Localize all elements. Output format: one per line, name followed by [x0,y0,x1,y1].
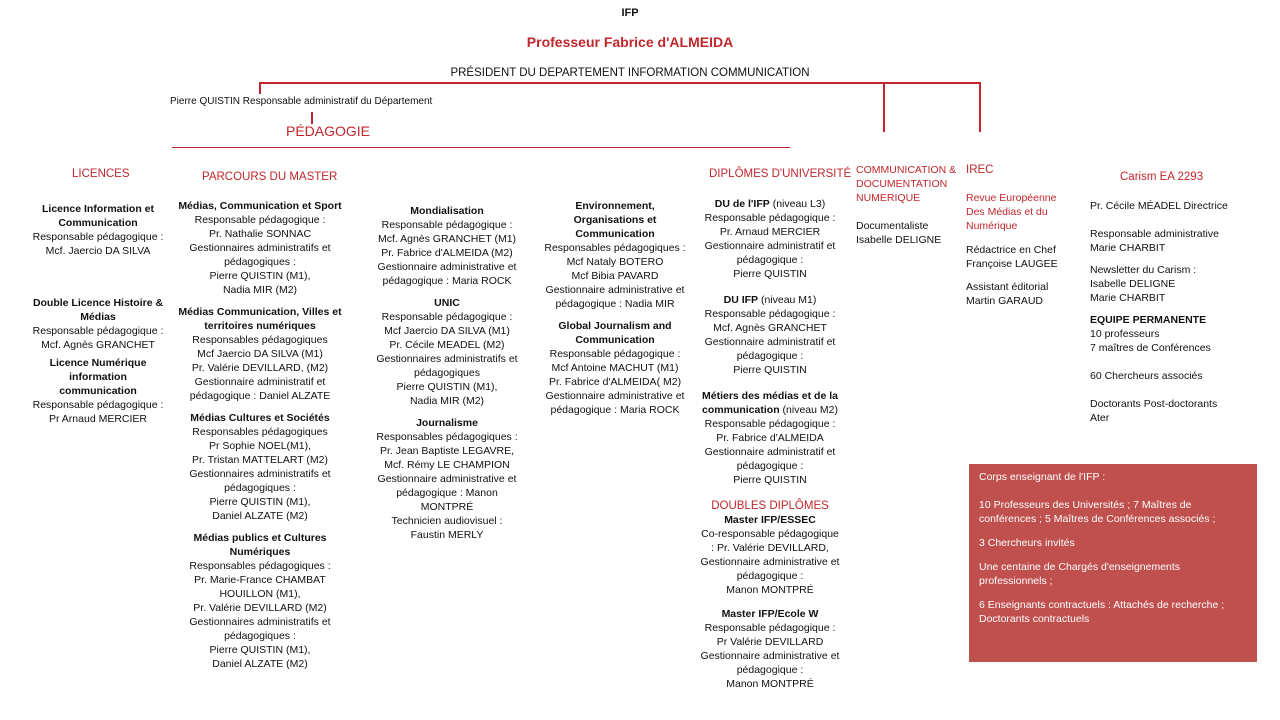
carism-line: Marie CHARBIT [1090,292,1166,304]
org-name: IFP [621,7,639,19]
master-line: Mcf Jaercio DA SILVA (M1) [384,325,510,337]
pedagogie-title: PÉDAGOGIE [286,123,371,139]
carism-line: Newsletter du Carism : [1090,264,1197,276]
carism-column [1090,199,1240,425]
master-line: Responsable pédagogique : [381,219,513,231]
du-column [700,197,840,691]
master-heading: Mondialisation [410,205,484,217]
hierarchy-line-irec [979,82,981,132]
equipe-line: 7 maîtres de Conférences [1090,342,1211,354]
licence-heading: Licence Information et Communication [41,203,155,229]
master-line: Mcf Nataly BOTERO [566,256,664,268]
du-line: Responsable pédagogique : [704,418,836,430]
master-column-2 [372,204,522,542]
irec-title: IREC [966,164,994,176]
master-line: Responsables pédagogiques : [376,431,518,443]
master-line: Pr. Fabrice d'ALMEIDA (M2) [381,247,513,259]
du-line: Pierre QUISTIN [733,268,807,280]
carism-line: Marie CHARBIT [1090,242,1166,254]
master-heading: Médias, Communication et Sport [178,200,342,212]
master-line: Pr. Valérie DEVILLARD (M2) [193,602,327,614]
equipe-line: 10 professeurs [1090,328,1160,340]
master-line: Responsable pédagogique : [194,214,326,226]
irec-line: Françoise LAUGEE [966,258,1058,270]
du-line: Responsable pédagogique : [704,308,836,320]
master-line: Gestionnaires administratifs et pédagogiques : [189,616,331,642]
du-line: Pr. Arnaud MERCIER [719,226,821,238]
pedagogie-line [172,147,790,148]
master-heading: Médias Communication, Villes et territoires numériques [178,306,342,332]
master-line: Gestionnaire administratif et pédagogique : Daniel ALZATE [189,376,331,402]
licence-line: Responsable pédagogique : [32,399,164,411]
master-line: Responsable pédagogique : [549,348,681,360]
master-line: Gestionnaire administrative et pédagogique : Maria ROCK [545,390,685,416]
master-line: Gestionnaires administratifs et pédagogiques : [189,242,331,268]
carism-line: Pr. Cécile MÉADEL Directrice [1090,200,1228,212]
master-line: Pierre QUISTIN (M1), [396,381,498,393]
master-line: Mcf Bibia PAVARD [571,270,659,282]
du-title: DIPLÔMES D'UNIVERSITÉ [709,168,852,180]
licence-line: Mcf. Jaercio DA SILVA [45,245,151,257]
master-line: Nadia MIR (M2) [222,284,298,296]
master-column-1 [172,199,348,671]
master-line: Responsables pédagogiques : [189,560,331,572]
carism-line: Responsable administrative [1090,228,1219,240]
irec-revue: Revue Européenne Des Médias et du Numérique [966,192,1057,232]
doubles-line: Gestionnaire administrative et pédagogique : [700,556,840,582]
du-line: Gestionnaire administratif et pédagogique : [704,336,836,362]
du-line: Pr. Fabrice d'ALMEIDA [716,432,824,444]
corps-enseignant-box [969,464,1257,662]
carism-line: Isabelle DELIGNE [1090,278,1176,290]
doubles-line: Gestionnaire administrative et pédagogique : [700,650,840,676]
licence-line: Responsable pédagogique : [32,325,164,337]
master-column-3 [544,199,686,417]
master-heading: Médias publics et Cultures Numériques [193,532,327,558]
hierarchy-line-com [883,82,885,132]
du-line: Responsable pédagogique : [704,212,836,224]
box-item: 6 Enseignants contractuels : Attachés de recherche ; Doctorants contractuels [979,599,1225,625]
master-line: Pr. Tristan MATTELART (M2) [192,454,328,466]
doubles-line: Manon MONTPRÉ [726,678,814,690]
licences-column [30,202,166,426]
master-line: Nadia MIR (M2) [409,395,485,407]
master-heading: Médias Cultures et Sociétés [190,412,330,424]
doubles-heading: Master IFP/ESSEC [724,514,816,526]
box-title: Corps enseignant de l'IFP : [979,471,1106,483]
du-line: Pierre QUISTIN [733,364,807,376]
master-line: Gestionnaire administrative et pédagogique : Maria ROCK [377,261,517,287]
du-level: (niveau L3) [769,198,826,210]
du-line: Gestionnaire administratif et pédagogique : [704,240,836,266]
du-heading: DU de l'IFP [714,198,770,210]
master-line: Responsables pédagogiques [192,426,328,438]
master-line: Responsable pédagogique : [381,311,513,323]
doubles-line: Manon MONTPRÉ [726,584,814,596]
master-heading: Environnement, Organisations et Communication [573,200,657,240]
doubles-line: Co-responsable pédagogique : Pr. Valérie DEVILLARD, [701,528,839,554]
master-line: Pr Sophie NOEL(M1), [208,440,312,452]
doubles-line: Responsable pédagogique : [704,622,836,634]
master-heading: Global Journalism and Communication [558,320,672,346]
master-line: Pr. Jean Baptiste LEGAVRE, [379,445,515,457]
master-line: Pr. Valérie DEVILLARD, (M2) [191,362,329,374]
du-line: Pierre QUISTIN [733,474,807,486]
master-line: Daniel ALZATE (M2) [212,510,308,522]
master-line: Pr. Fabrice d'ALMEIDA( M2) [548,376,682,388]
master-line: Mcf Antoine MACHUT (M1) [551,362,679,374]
president-name: Professeur Fabrice d'ALMEIDA [526,34,734,50]
box-item: 10 Professeurs des Universités ; 7 Maîtres de conférences ; 5 Maîtres de Conférences associés ; [979,499,1216,525]
comdoc-column [856,163,960,247]
du-heading: DU IFP [723,294,759,306]
master-heading: Journalisme [416,417,478,429]
du-level: (niveau M2) [779,404,838,416]
equipe-line: 60 Chercheurs associés [1090,370,1203,382]
licence-heading: Licence Numérique information communication [49,357,147,397]
box-item: Une centaine de Chargés d'enseignements professionnels ; [979,561,1181,587]
master-line: Responsables pédagogiques [192,334,328,346]
licence-heading: Double Licence Histoire & Médias [32,297,164,323]
du-line: Gestionnaire administratif et pédagogique : [704,446,836,472]
master-line: Pr. Marie-France CHAMBAT HOUILLON (M1), [194,574,326,600]
master-line: Daniel ALZATE (M2) [212,658,308,670]
master-line: Technicien audiovisuel : [391,515,503,527]
master-line: Mcf Jaercio DA SILVA (M1) [197,348,323,360]
du-heading: Métiers des médias et de la communication [702,390,838,416]
master-line: Pr. Nathalie SONNAC [208,228,312,240]
du-level: (niveau M1) [758,294,817,306]
irec-line: Assistant éditorial [966,281,1049,293]
licence-line: Pr Arnaud MERCIER [48,413,148,425]
licence-line: Responsable pédagogique : [32,231,164,243]
master-line: Mcf. Rémy LE CHAMPION [384,459,510,471]
master-line: Pr. Cécile MEADEL (M2) [389,339,505,351]
master-line: Gestionnaires administratifs et pédagogiques [376,353,518,379]
doubles-title: DOUBLES DIPLÔMES [711,500,829,512]
irec-column [966,163,1066,308]
equipe-line: Doctorants Post-doctorants [1090,398,1218,410]
master-line: Faustin MERLY [410,529,484,541]
licence-line: Mcf. Agnès GRANCHET [41,339,155,351]
master-line: Pierre QUISTIN (M1), [209,270,311,282]
du-line: Mcf. Agnès GRANCHET [713,322,827,334]
master-line: Gestionnaire administrative et pédagogique : Manon MONTPRÉ [377,473,517,513]
master-title: PARCOURS DU MASTER [202,171,338,183]
comdoc-title: COMMUNICATION & DOCUMENTATION NUMERIQUE [856,164,957,204]
irec-line: Rédactrice en Chef [966,244,1056,256]
licences-title: LICENCES [72,168,130,180]
master-line: Pierre QUISTIN (M1), [209,644,311,656]
doubles-heading: Master IFP/Ecole W [721,608,819,620]
master-line: Mcf. Agnès GRANCHET (M1) [377,233,517,245]
equipe-title: EQUIPE PERMANENTE [1090,314,1207,326]
admin-label: Pierre QUISTIN Responsable administratif du Département [170,96,433,107]
hierarchy-line-left [259,82,261,94]
doubles-line: Pr Valérie DEVILLARD [716,636,824,648]
comdoc-line: Isabelle DELIGNE [856,234,942,246]
master-line: Responsables pédagogiques : [544,242,686,254]
carism-title: Carism EA 2293 [1120,171,1204,183]
comdoc-line: Documentaliste [856,220,929,232]
master-line: Pierre QUISTIN (M1), [209,496,311,508]
president-title: PRÉSIDENT DU DEPARTEMENT INFORMATION COMMUNICATION [450,67,810,79]
master-line: Gestionnaires administratifs et pédagogiques : [189,468,331,494]
box-item: 3 Chercheurs invités [979,537,1075,549]
master-heading: UNIC [434,297,460,309]
equipe-line: Ater [1090,412,1110,424]
hierarchy-line-top [259,82,981,84]
irec-line: Martin GARAUD [966,295,1044,307]
master-line: Gestionnaire administrative et pédagogique : Nadia MIR [545,284,685,310]
